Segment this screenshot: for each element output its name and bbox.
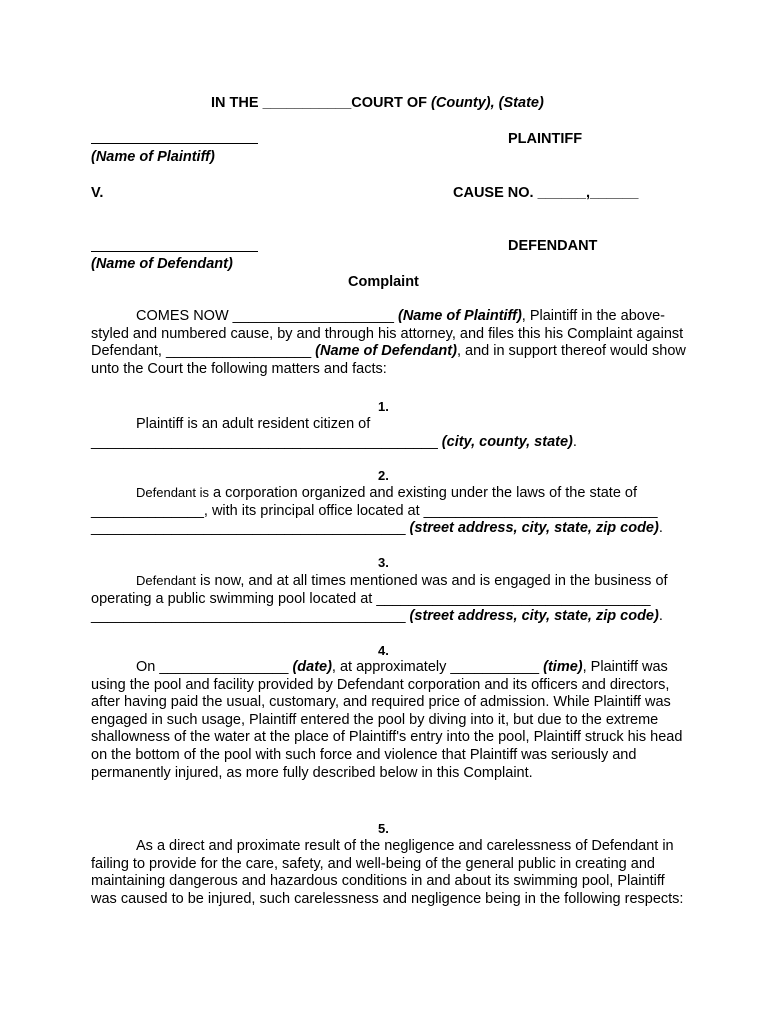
defendant-label: DEFENDANT <box>508 238 598 254</box>
section-1-line1: Plaintiff is an adult resident citizen of <box>136 416 371 432</box>
court-heading: IN THE ___________COURT OF (County), (State) <box>211 95 544 111</box>
section-4-number: 4. <box>378 643 389 658</box>
section-1-line2: ___________________________________________ (city, county, state). <box>91 434 577 450</box>
document-title: Complaint <box>348 274 419 290</box>
section-1-number: 1. <box>378 399 389 414</box>
section-3-number: 3. <box>378 555 389 570</box>
plaintiff-name-line <box>91 143 258 144</box>
defendant-name-line <box>91 251 258 252</box>
section-5-paragraph: As a direct and proximate result of the negligence and carelessness of Defendant in failing to provide for the care, safety, and well-being of the general public in creating and maintaining dangerous and hazardous conditions in and about its swimming pool, Plaintiff was caused to be injured, such carelessness and negligence being in the following respects: <box>91 838 684 907</box>
section-2-number: 2. <box>378 468 389 483</box>
section-3-paragraph: Defendant is now, and at all times mentioned was and is engaged in the business of operating a public swimming pool located at __________________________________ _______________________________________ (street address, city, state, zip code). <box>91 573 668 625</box>
defendant-name-placeholder: (Name of Defendant) <box>91 256 233 272</box>
section-2-paragraph: Defendant is a corporation organized and existing under the laws of the state of ______________, with its principal office located at _____________________________ _______________________________________ (street address, city, state, zip code). <box>91 485 663 537</box>
intro-paragraph: COMES NOW ____________________ (Name of Plaintiff), Plaintiff in the above-styled and numbered cause, by and through his attorney, and files this his Complaint against Defendant, __________________ (Name of Defendant), and in support thereof would show unto the Court the following matters and facts: <box>91 308 686 377</box>
section-4-paragraph: On ________________ (date), at approximately ___________ (time), Plaintiff was using the pool and facility provided by Defendant corporation and its officers and directors, after having paid the usual, customary, and required price of admission. While Plaintiff was engaged in such usage, Plaintiff entered the pool by diving into it, but due to the extreme shallowness of the water at the place of Plaintiff's entry into the pool, Plaintiff struck his head on the bottom of the pool with such force and violence that Plaintiff was seriously and permanently injured, as more fully described below in this Complaint. <box>91 659 683 781</box>
plaintiff-label: PLAINTIFF <box>508 131 583 147</box>
cause-number: CAUSE NO. ______,______ <box>453 185 639 201</box>
section-5-number: 5. <box>378 821 389 836</box>
plaintiff-name-placeholder: (Name of Plaintiff) <box>91 149 215 165</box>
versus-label: V. <box>91 185 104 201</box>
